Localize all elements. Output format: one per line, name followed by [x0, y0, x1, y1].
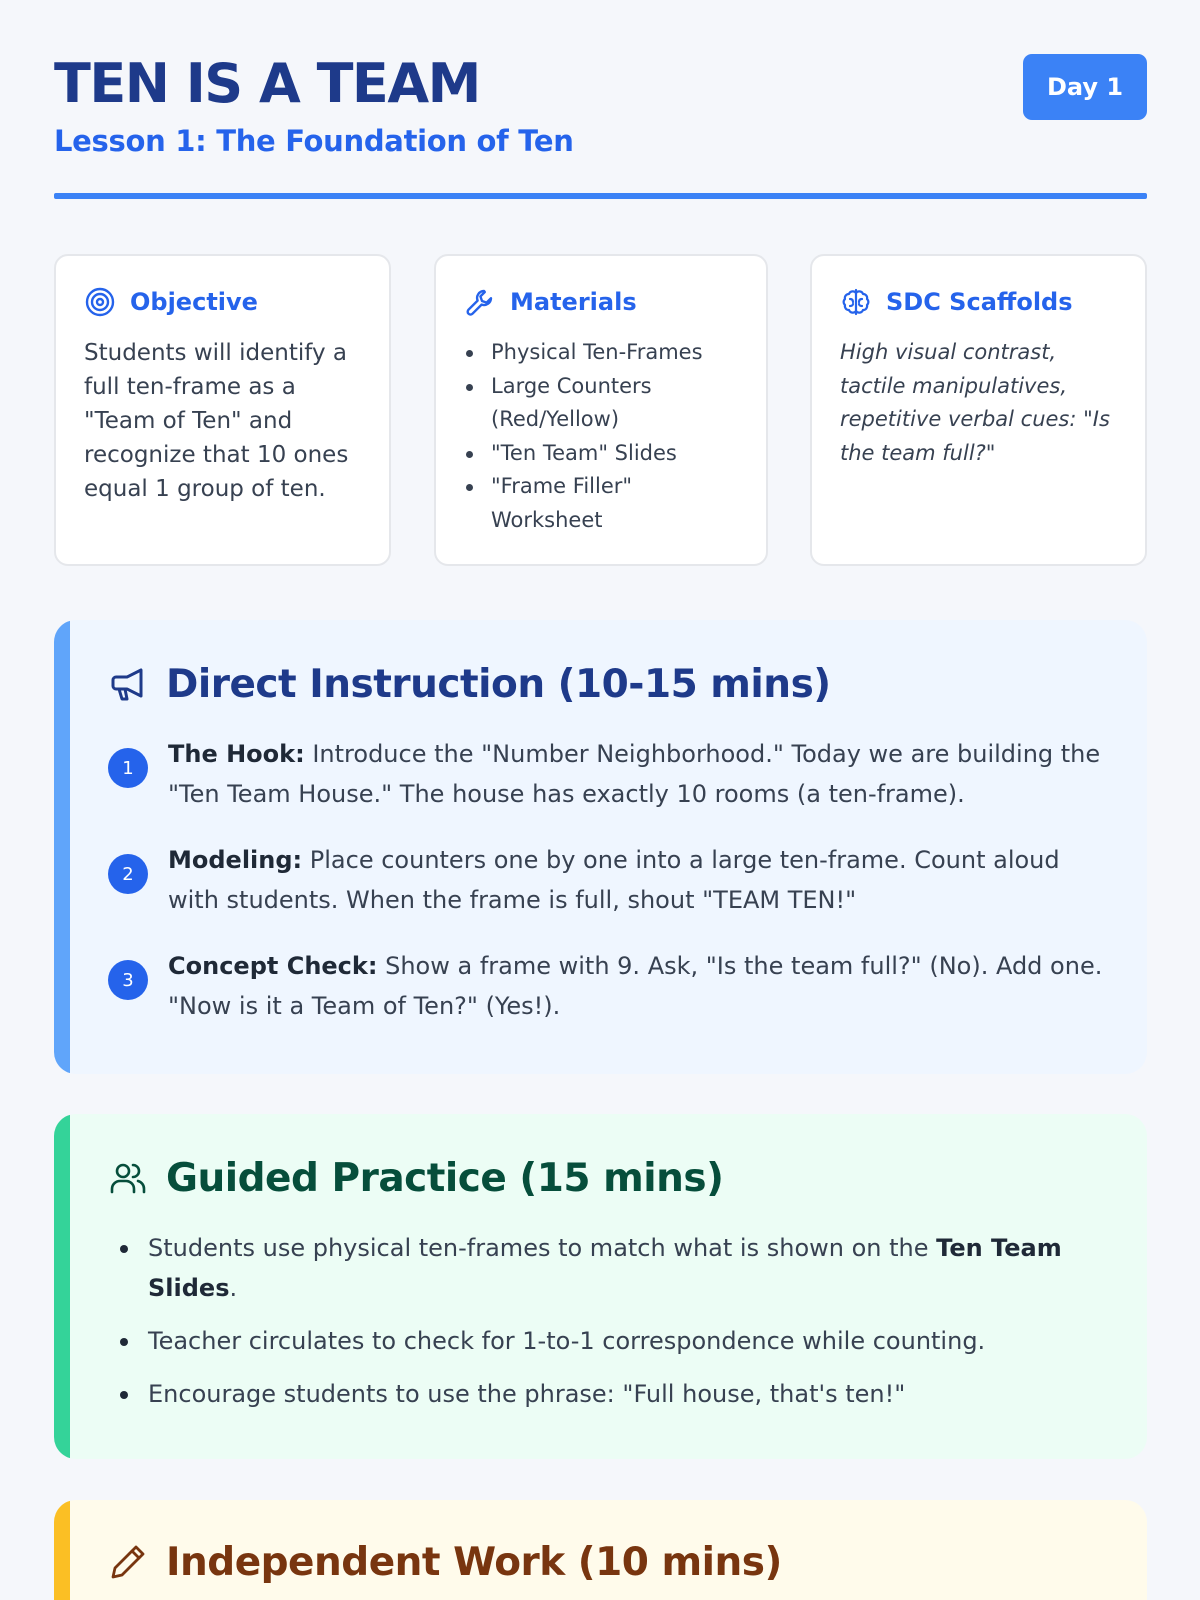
lesson-subtitle: Lesson 1: The Foundation of Ten — [54, 124, 574, 158]
lesson-header — [54, 0, 1147, 200]
list-item: "Ten Team" Slides — [464, 437, 738, 471]
list-item — [108, 840, 1107, 920]
materials-card — [434, 254, 768, 566]
list-item: "Frame Filler" Worksheet — [464, 470, 738, 537]
direct-instruction-section — [54, 620, 1147, 1074]
objective-text: Students will identify a full ten-frame as a "Team of Ten" and recognize that 10 ones equal 1 group of ten. — [84, 340, 349, 502]
slides-emphasis: Ten Team Slides — [148, 1234, 1062, 1302]
day-badge[interactable]: Day 1 — [1023, 54, 1147, 120]
list-item: Large Counters (Red/Yellow) — [464, 370, 738, 437]
brain-icon — [840, 286, 872, 318]
scaffolds-text: High visual contrast, tactile manipulatives, repetitive verbal cues: "Is the team full?" — [840, 340, 1110, 465]
wrench-icon — [464, 286, 496, 318]
target-icon — [84, 286, 116, 318]
megaphone-icon — [108, 664, 148, 704]
step-text: Place counters one by one into a large ten-frame. Count aloud with students. When the frame is full, shout "TEAM TEN!" — [168, 846, 1060, 914]
step-label: Modeling: — [168, 846, 303, 874]
step-number: 3 — [108, 960, 148, 1000]
header-divider — [54, 193, 1147, 199]
users-icon — [108, 1158, 148, 1198]
scaffolds-card — [810, 254, 1147, 566]
materials-title: Materials — [510, 288, 637, 316]
step-text: Introduce the "Number Neighborhood." Today we are building the "Ten Team House." The house has exactly 10 rooms (a ten-frame). — [168, 740, 1101, 808]
independent-work-section — [54, 1500, 1147, 1600]
step-number: 2 — [108, 854, 148, 894]
guided-practice-list — [108, 1228, 1107, 1414]
independent-work-title: Independent Work (10 mins) — [166, 1539, 782, 1585]
direct-instruction-title: Direct Instruction (10-15 mins) — [166, 661, 831, 707]
lesson-title: TEN IS A TEAM — [54, 52, 480, 115]
scaffolds-title: SDC Scaffolds — [886, 288, 1073, 316]
guided-practice-title: Guided Practice (15 mins) — [166, 1155, 724, 1201]
list-item — [108, 734, 1107, 814]
lesson-plan-page — [54, 0, 1147, 1585]
guided-practice-section — [54, 1114, 1147, 1459]
instruction-steps — [108, 734, 1107, 1026]
materials-list — [464, 336, 738, 537]
step-number: 1 — [108, 748, 148, 788]
list-item: Students use physical ten-frames to match what is shown on the Ten Team Slides. — [108, 1228, 1107, 1308]
info-cards — [54, 254, 1147, 566]
step-text: Show a frame with 9. Ask, "Is the team full?" (No). Add one. "Now is it a Team of Ten?" (Yes!). — [168, 952, 1103, 1020]
list-item: Physical Ten-Frames — [464, 336, 738, 370]
section-accent-bar — [54, 1114, 70, 1459]
list-item: Encourage students to use the phrase: "Full house, that's ten!" — [108, 1374, 1107, 1414]
list-item — [108, 946, 1107, 1026]
objective-title: Objective — [130, 288, 258, 316]
step-label: The Hook: — [168, 740, 305, 768]
step-label: Concept Check: — [168, 952, 378, 980]
section-accent-bar — [54, 1500, 70, 1600]
objective-card — [54, 254, 391, 566]
section-accent-bar — [54, 620, 70, 1074]
pencil-icon — [108, 1542, 148, 1582]
list-item: Teacher circulates to check for 1-to-1 correspondence while counting. — [108, 1321, 1107, 1361]
